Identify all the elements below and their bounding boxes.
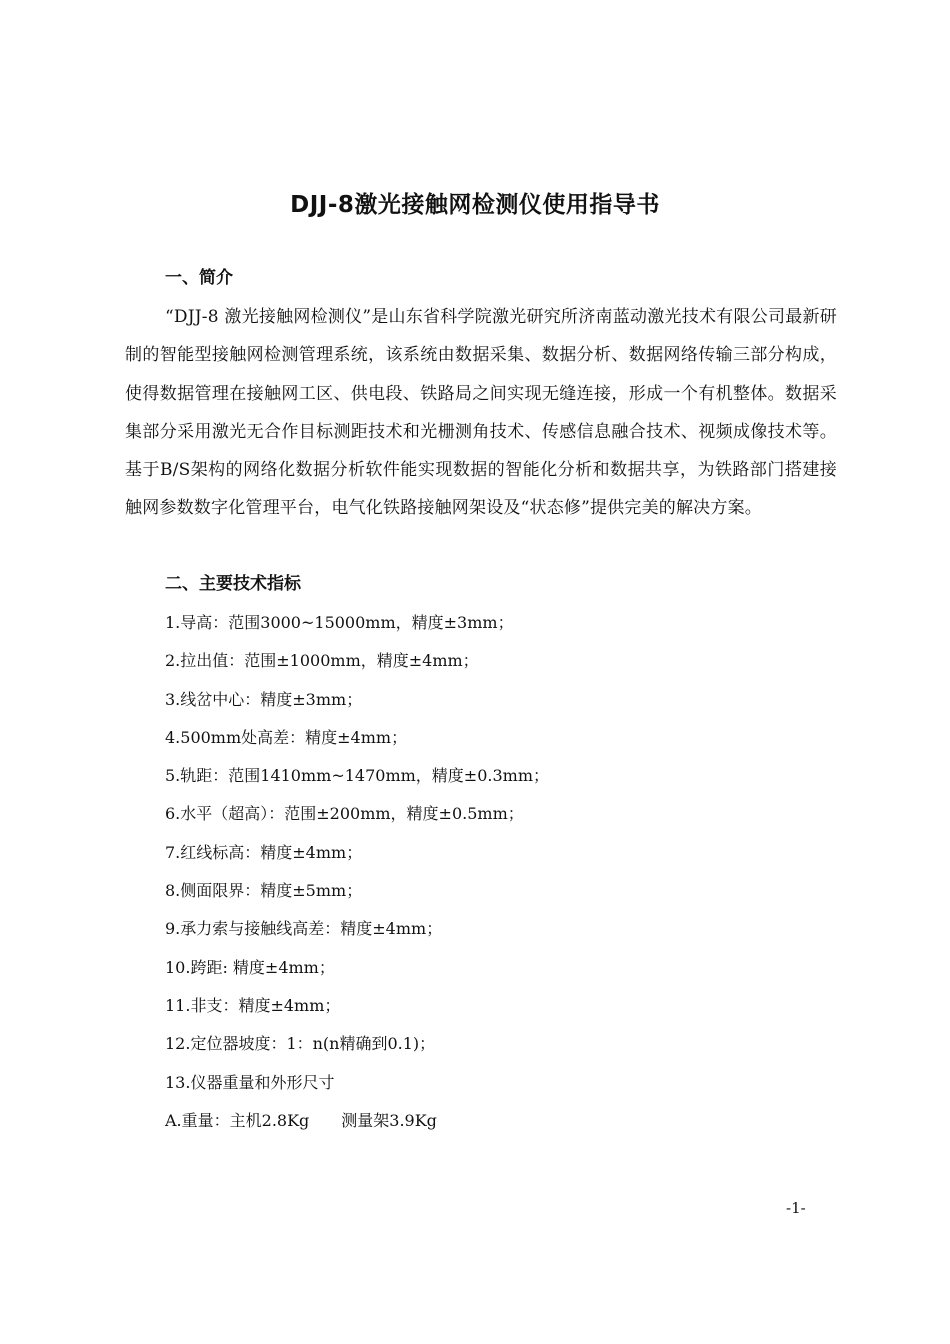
spec-item-stagger: 2.拉出值：范围±1000mm，精度±4mm； [165, 651, 479, 671]
spec-item-messenger-contact-diff: 9.承力索与接触线高差：精度±4mm； [165, 919, 443, 939]
spec-list [165, 604, 549, 1140]
spec-item-side-clearance: 8.侧面限界：精度±5mm； [165, 881, 363, 901]
intro-paragraph: “DJJ-8 激光接触网检测仪”是山东省科学院激光研究所济南蓝动激光技术有限公司最新研制的智能型接触网检测管理系统，该系统由数据采集、数据分析、数据网络传输三部分构成，使得数据管理在接触网工区、供电段、铁路局之间实现无缝连接，形成一个有机整体。数据采集部分采用激光无合作目标测距技术和光栅测角技术、传感信息融合技术、视频成像技术等。基于B/S架构的网络化数据分析软件能实现数据的智能化分析和数据共享，为铁路部门搭建接触网参数数字化管理平台，电气化铁路接触网架设及“状态修”提供完美的解决方案。 [125, 307, 837, 519]
page-number: -1- [786, 1199, 806, 1217]
spec-item-span: 10.跨距: 精度±4mm； [165, 957, 335, 977]
spec-item-weight-dimensions: 13.仪器重量和外形尺寸 [165, 1072, 335, 1092]
spec-item-gauge: 5.轨距：范围1410mm~1470mm，精度±0.3mm； [165, 766, 549, 786]
section-heading-intro: 一、简介 [165, 268, 233, 288]
document-title: DJJ-8激光接触网检测仪使用指导书 [290, 192, 660, 218]
section-heading-specs: 二、主要技术指标 [165, 574, 301, 594]
spec-item-redline-elevation: 7.红线标高：精度±4mm； [165, 842, 363, 862]
spec-item-superelevation: 6.水平（超高）：范围±200mm，精度±0.5mm； [165, 804, 524, 824]
spec-item-locator-slope: 12.定位器坡度：1：n(n精确到0.1)； [165, 1034, 436, 1054]
spec-item-frog-center: 3.线岔中心：精度±3mm； [165, 689, 363, 709]
spec-item-guide-height: 1.导高：范围3000~15000mm，精度±3mm； [165, 613, 514, 632]
spec-item-non-support: 11.非支：精度±4mm； [165, 995, 341, 1015]
spec-item-weight: A.重量：主机2.8Kg 测量架3.9Kg [165, 1110, 437, 1130]
spec-item-height-diff-500mm: 4.500mm处高差：精度±4mm； [165, 727, 408, 747]
